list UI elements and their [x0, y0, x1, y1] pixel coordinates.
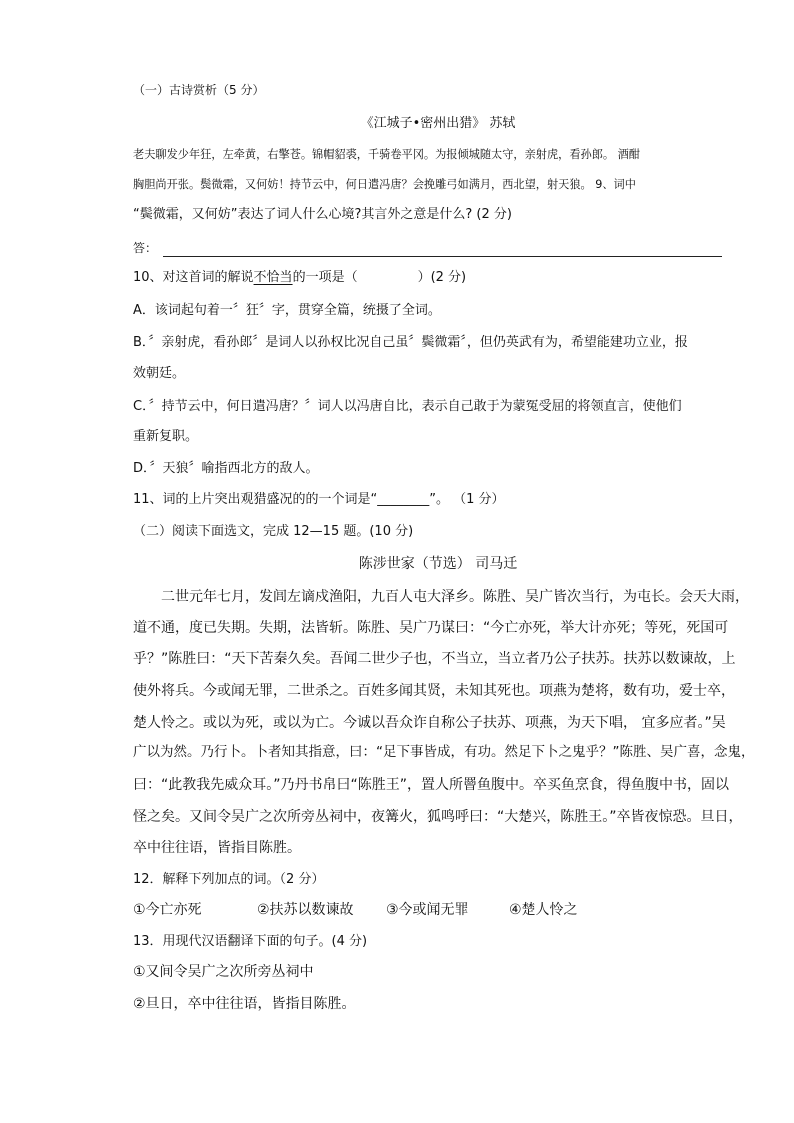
answer-label: 答：	[133, 241, 158, 255]
q12-item-3: ③今或闻无罪	[386, 902, 469, 918]
question-10	[133, 271, 466, 284]
prose-line-7: 曰：“此教我先威众耳。”乃丹书帛曰“陈胜王”，置人所罾鱼腹中。卒买鱼烹食，得鱼腹中书，固以	[133, 777, 730, 793]
answer-line	[163, 256, 722, 257]
prose-line-5: 楚人怜之。或以为死，或以为亡。今诚以吾众诈自称公子扶苏、项燕，为天下唱， 宜多应者。”吴	[133, 715, 726, 731]
poem-line-2: 胸胆尚开张。鬓微霜，又何妨！持节云中，何日遣冯唐？会挽雕弓如满月，西北望，射天狼。 9、词中	[133, 178, 636, 191]
prose-line-4: 使外将兵。今或闻无罪，二世杀之。百姓多闻其贤，未知其死也。项燕为楚将，数有功，爱士卒，	[133, 683, 735, 699]
prose-title: 陈涉世家（节选） 司马迁	[358, 556, 518, 572]
option-b-line-1: B．〞亲射虎，看孙郎〞是词人以孙权比况自己虽〞鬓微霜〞，但仍英武有为，希望能建功立业，报	[133, 335, 688, 350]
question-10-underlined: 不恰当	[253, 270, 293, 285]
option-b-line-2: 效朝廷。	[133, 366, 186, 381]
section1-heading: （一）古诗赏析（5 分）	[133, 83, 265, 97]
section2-heading: （二）阅读下面选文，完成 12—15 题。(10 分)	[133, 524, 414, 539]
question-9: “鬓微霜，又何妨”表达了词人什么心境?其言外之意是什么? (2 分)	[133, 207, 512, 222]
q12-item-2: ②扶苏以数谏故	[257, 902, 354, 918]
prose-line-6: 广以为然。乃行卜。卜者知其指意，曰：“足下事皆成，有功。然足下卜之鬼乎？”陈胜、吴广喜，念鬼，	[133, 744, 755, 760]
q13-item-2: ②旦日，卒中往往语，皆指目陈胜。	[133, 996, 356, 1012]
prose-line-2: 道不通，度已失期。失期，法皆斩。陈胜、吴广乃谋曰：“今亡亦死，举大计亦死；等死，死国可	[133, 620, 729, 636]
option-d: D．〞天狼〞喻指西北方的敌人。	[133, 461, 319, 476]
poem-line-1: 老夫聊发少年狂，左牵黄，右擎苍。锦帽貂裘，千骑卷平冈。为报倾城随太守，亲射虎，看孙郎。 酒酣	[133, 148, 640, 161]
option-c-line-2: 重新复职。	[133, 429, 199, 444]
question-11: 11、词的上片突出观猎盛况的的一个词是“________”。 （1 分）	[133, 492, 505, 507]
option-c-line-1: C．〞持节云中，何日遣冯唐？〞词人以冯唐自比，表示自己敢于为蒙冤受屈的将领直言，使他们	[133, 399, 682, 414]
question-10-prefix: 10、对这首词的解说	[133, 270, 254, 285]
prose-line-9: 卒中往往语，皆指目陈胜。	[133, 840, 301, 856]
prose-line-1: 二世元年七月，发闾左谪戍渔阳，九百人屯大泽乡。陈胜、吴广皆次当行，为屯长。会天大雨，	[161, 589, 749, 605]
q12-item-4: ④楚人怜之	[509, 902, 578, 918]
prose-line-3: 乎？”陈胜曰：“天下苦秦久矣。吾闻二世少子也，不当立，当立者乃公子扶苏。扶苏以数谏故，上	[133, 651, 736, 667]
question-10-suffix: 的一项是（	[292, 270, 358, 285]
question-10-end: ）(2 分)	[417, 270, 467, 285]
q13-item-1: ①又间令吴广之次所旁丛祠中	[133, 964, 314, 980]
option-a: A．该词起句着一〞狂〞字，贯穿全篇，统摄了全词。	[133, 303, 441, 318]
question-13: 13．用现代汉语翻译下面的句子。(4 分)	[133, 934, 368, 949]
q12-item-1: ①今亡亦死	[133, 902, 202, 918]
prose-line-8: 怪之矣。又间令吴广之次所旁丛祠中，夜篝火，狐鸣呼曰：“大楚兴，陈胜王。”卒皆夜惊恐。旦日，	[133, 809, 743, 825]
poem-title: 《江城子•密州出猎》 苏轼	[360, 116, 516, 131]
question-12: 12．解释下列加点的词。（2 分）	[133, 872, 325, 887]
